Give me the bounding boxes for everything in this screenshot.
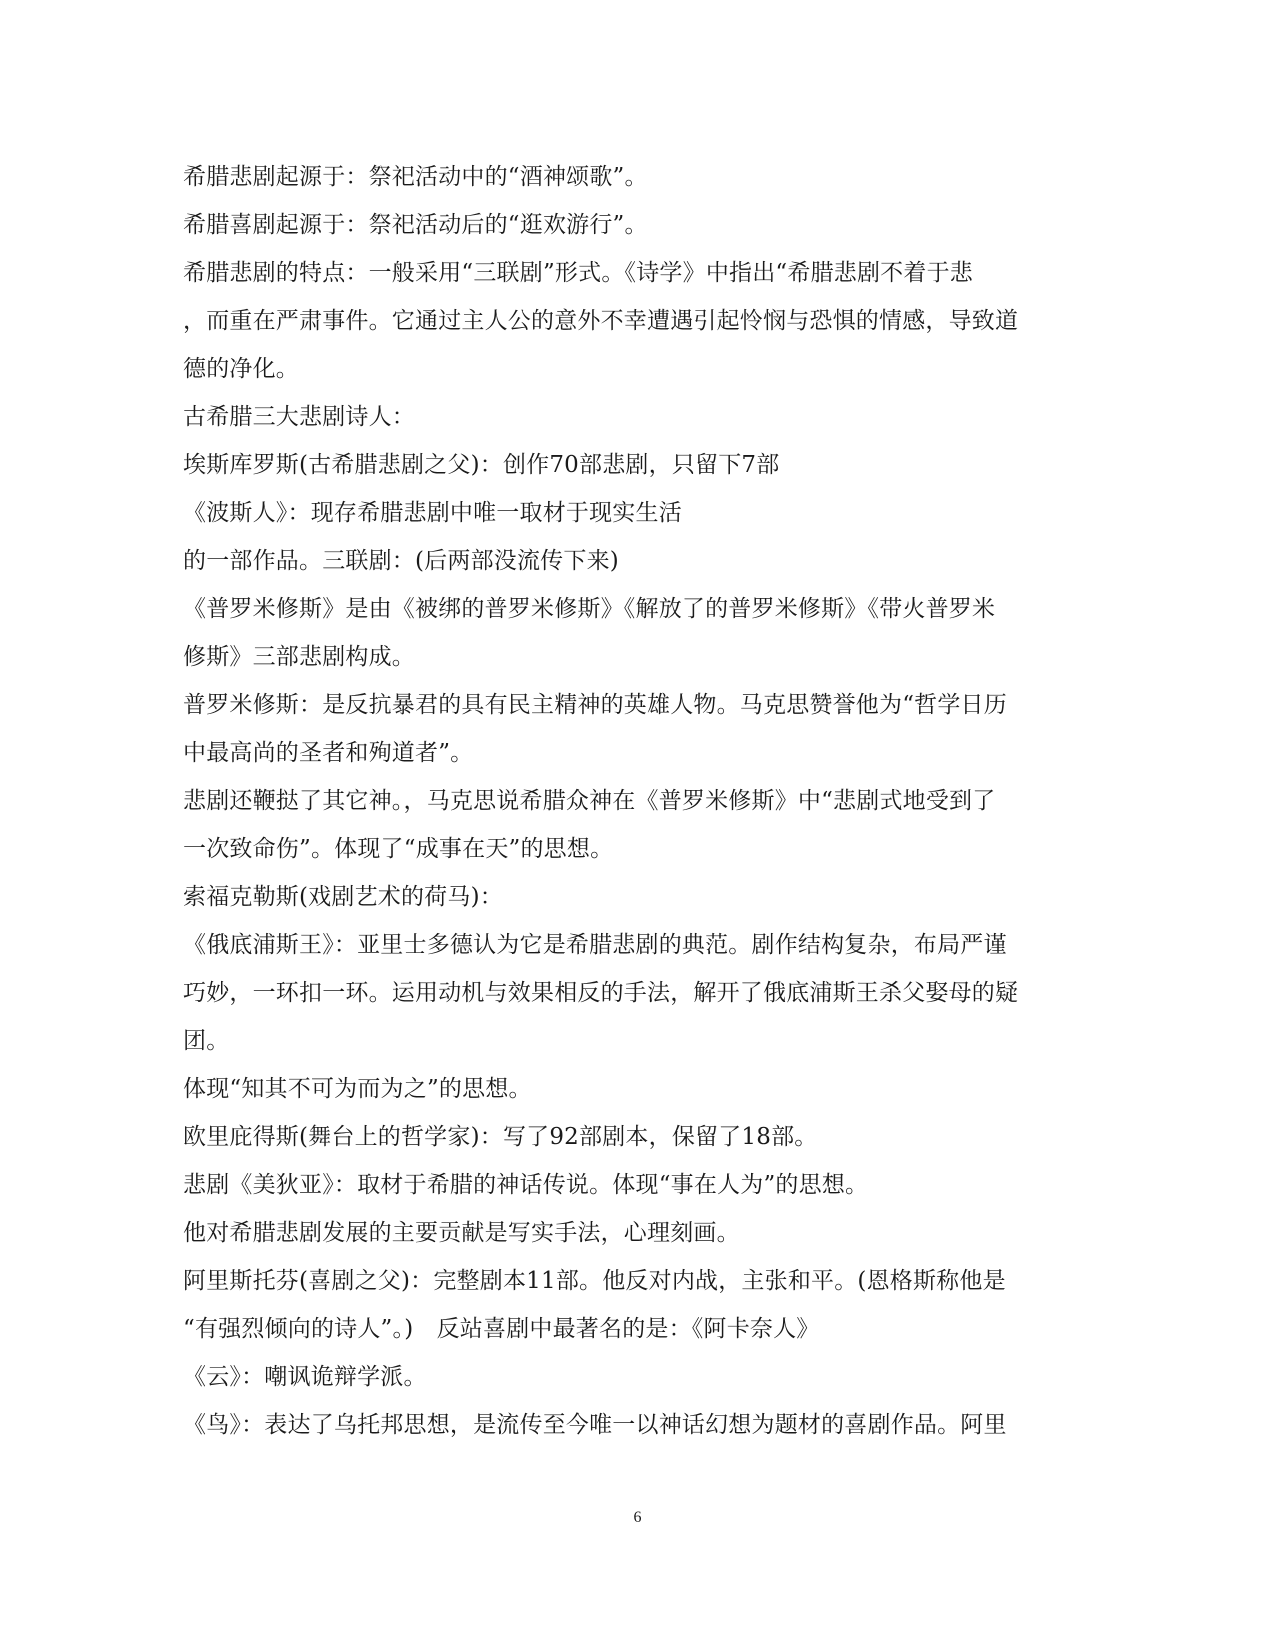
text-line: 体现“知其不可为而为之”的思想。	[183, 1076, 532, 1102]
text-line: 希腊喜剧起源于：祭祀活动后的“逛欢游行”。	[183, 212, 648, 238]
text-line: 团。	[183, 1028, 230, 1054]
text-line: 《鸟》：表达了乌托邦思想，是流传至今唯一以神话幻想为题材的喜剧作品。阿里	[183, 1412, 1007, 1438]
text-line: 德的净化。	[183, 356, 299, 382]
text-line: 希腊悲剧的特点：一般采用“三联剧”形式。《诗学》中指出“希腊悲剧不着于悲	[183, 260, 973, 286]
text-line: 他对希腊悲剧发展的主要贡献是写实手法，心理刻画。	[183, 1220, 740, 1246]
text-line: 一次致命伤”。体现了“成事在天”的思想。	[183, 836, 614, 862]
text-line: ，而重在严肃事件。它通过主人公的意外不幸遭遇引起怜悯与恐惧的情感，导致道	[183, 308, 1019, 334]
text-line: 希腊悲剧起源于：祭祀活动中的“酒神颂歌”。	[183, 164, 648, 190]
body-text	[183, 153, 1088, 1449]
text-line: 《云》：嘲讽诡辩学派。	[183, 1364, 427, 1390]
text-line: 《普罗米修斯》是由《被绑的普罗米修斯》《解放了的普罗米修斯》《带火普罗米	[183, 596, 996, 622]
text-line: 普罗米修斯：是反抗暴君的具有民主精神的英雄人物。马克思赞誉他为“哲学日历	[183, 692, 1007, 718]
page-number: 6	[633, 1509, 642, 1526]
text-line: 中最高尚的圣者和殉道者”。	[183, 740, 474, 766]
text-line: 巧妙，一环扣一环。运用动机与效果相反的手法，解开了俄底浦斯王杀父娶母的疑	[183, 980, 1019, 1006]
text-line: 悲剧《美狄亚》：取材于希腊的神话传说。体现“事在人为”的思想。	[183, 1172, 869, 1198]
text-line: 的一部作品。三联剧：(后两部没流传下来)	[183, 548, 619, 574]
text-line: 《俄底浦斯王》：亚里士多德认为它是希腊悲剧的典范。剧作结构复杂，布局严谨	[183, 932, 1007, 958]
text-line: 埃斯库罗斯(古希腊悲剧之父)：创作70部悲剧，只留下7部	[183, 452, 780, 478]
text-line: 阿里斯托芬(喜剧之父)：完整剧本11部。他反对内战，主张和平。(恩格斯称他是	[183, 1268, 1006, 1294]
text-line: 《波斯人》：现存希腊悲剧中唯一取材于现实生活	[183, 500, 682, 526]
text-line: 欧里庇得斯(舞台上的哲学家)：写了92部剧本，保留了18部。	[183, 1124, 818, 1150]
text-line: 修斯》三部悲剧构成。	[183, 644, 415, 670]
text-line: 悲剧还鞭挞了其它神。，马克思说希腊众神在《普罗米修斯》中“悲剧式地受到了	[183, 788, 996, 814]
text-line: 索福克勒斯(戏剧艺术的荷马)：	[183, 884, 503, 910]
text-line: “有强烈倾向的诗人”。) 反站喜剧中最著名的是：《阿卡奈人》	[183, 1316, 820, 1342]
text-line: 古希腊三大悲剧诗人：	[183, 404, 415, 430]
